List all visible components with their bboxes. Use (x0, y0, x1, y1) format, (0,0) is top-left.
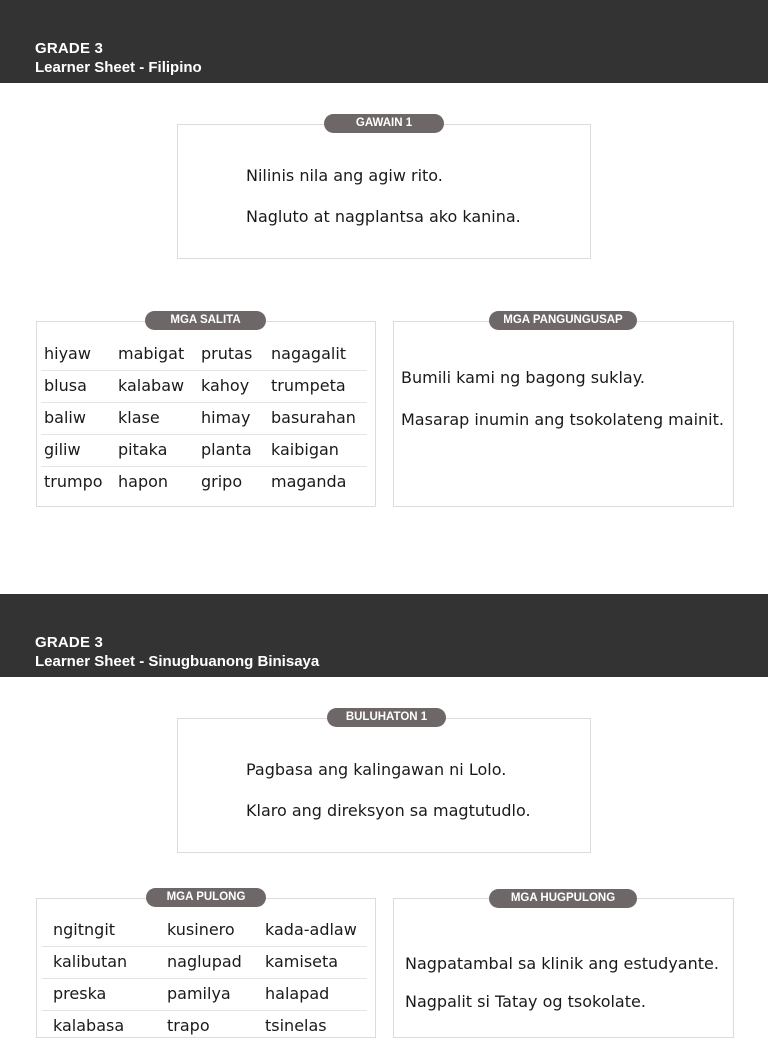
activity-box (177, 718, 591, 853)
table-row (41, 434, 367, 467)
word-cell: kalibutan (53, 952, 128, 971)
word-cell: trapo (167, 1016, 210, 1035)
word-cell: nagagalit (271, 344, 347, 363)
sentences-label: MGA PANGUNGUSAP (489, 311, 637, 330)
word-cell: mabigat (118, 344, 185, 363)
word-cell: pitaka (118, 440, 168, 459)
grade-label: GRADE 3 (35, 634, 104, 651)
word-cell: himay (201, 408, 251, 427)
word-cell: planta (201, 440, 252, 459)
words-box (36, 898, 376, 1038)
word-cell: hiyaw (44, 344, 91, 363)
header-binisaya (0, 594, 768, 677)
word-cell: hapon (118, 472, 169, 491)
word-cell: kahoy (201, 376, 250, 395)
word-cell: gripo (201, 472, 243, 491)
word-cell: kada-adlaw (265, 920, 357, 939)
activity-box (177, 124, 591, 259)
table-row (42, 946, 367, 979)
activity-line: Nilinis nila ang agiw rito. (246, 166, 443, 185)
activity-label: BULUHATON 1 (327, 708, 446, 727)
table-row (42, 914, 367, 947)
table-row (41, 466, 367, 498)
sheet-title: Learner Sheet - Filipino (35, 59, 202, 76)
words-label: MGA PULONG (146, 888, 266, 907)
word-cell: naglupad (167, 952, 242, 971)
sentence-line: Nagpalit si Tatay og tsokolate. (405, 992, 646, 1011)
word-cell: kalabaw (118, 376, 185, 395)
grade-label: GRADE 3 (35, 40, 104, 57)
activity-line: Nagluto at nagplantsa ako kanina. (246, 207, 521, 226)
words-box (36, 321, 376, 507)
word-cell: ngitngit (53, 920, 116, 939)
word-cell: prutas (201, 344, 253, 363)
sentence-line: Masarap inumin ang tsokolateng mainit. (401, 410, 724, 429)
word-cell: kamiseta (265, 952, 339, 971)
word-cell: blusa (44, 376, 87, 395)
header-filipino (0, 0, 768, 83)
table-row (41, 338, 367, 371)
sheet-title: Learner Sheet - Sinugbuanong Binisaya (35, 653, 320, 670)
word-cell: klase (118, 408, 160, 427)
word-cell: trumpo (44, 472, 103, 491)
activity-line: Pagbasa ang kalingawan ni Lolo. (246, 760, 507, 779)
sentence-line: Nagpatambal sa klinik ang estudyante. (405, 954, 719, 973)
sentences-box (393, 898, 734, 1038)
word-cell: baliw (44, 408, 86, 427)
word-cell: basurahan (271, 408, 356, 427)
word-cell: giliw (44, 440, 81, 459)
sentences-box (393, 321, 734, 507)
table-row (42, 1010, 367, 1042)
word-cell: kusinero (167, 920, 235, 939)
sentences-label: MGA HUGPULONG (489, 889, 637, 908)
word-cell: preska (53, 984, 107, 1003)
word-cell: tsinelas (265, 1016, 327, 1035)
word-cell: kalabasa (53, 1016, 125, 1035)
activity-line: Klaro ang direksyon sa magtutudlo. (246, 801, 531, 820)
word-cell: trumpeta (271, 376, 346, 395)
word-cell: pamilya (167, 984, 231, 1003)
table-row (42, 978, 367, 1011)
word-cell: maganda (271, 472, 347, 491)
table-row (41, 402, 367, 435)
words-label: MGA SALITA (145, 311, 266, 330)
word-cell: kaibigan (271, 440, 339, 459)
sentence-line: Bumili kami ng bagong suklay. (401, 368, 645, 387)
activity-label: GAWAIN 1 (324, 114, 444, 133)
table-row (41, 370, 367, 403)
word-cell: halapad (265, 984, 330, 1003)
